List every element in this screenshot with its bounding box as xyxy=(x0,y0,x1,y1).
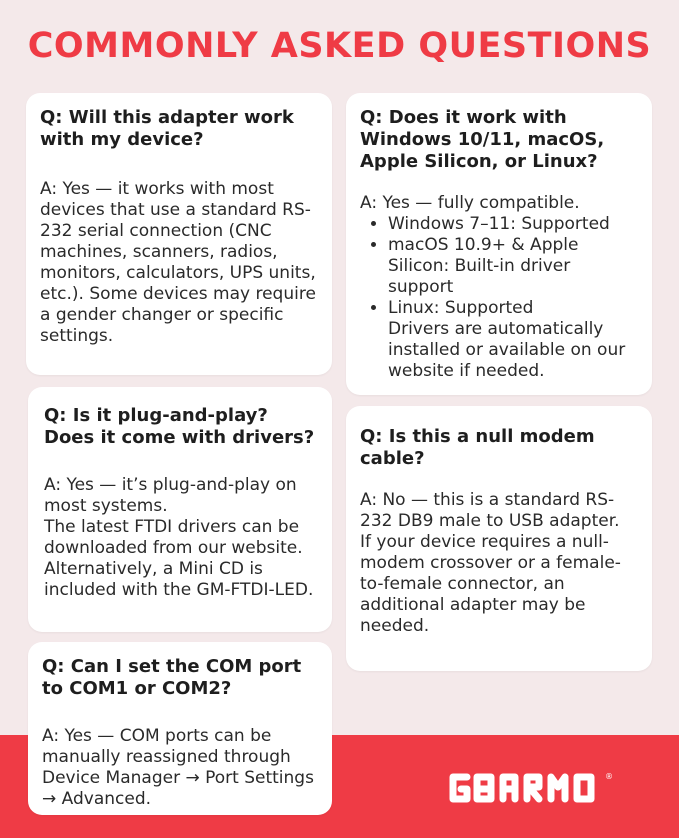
os-support-list xyxy=(360,214,638,319)
faq-card-com-port xyxy=(28,642,332,815)
gearmo-logo xyxy=(445,767,635,807)
faq-answer-note: Drivers are automatically installed or available on our website if needed. xyxy=(388,319,626,381)
faq-answer: A: Yes — COM ports can be manually reassigned through Device Manager → Port Settings → Advanced. xyxy=(42,726,314,809)
faq-answer-line: A: No — this is a standard RS-232 DB9 male to USB adapter. xyxy=(360,490,620,531)
faq-card-null-modem xyxy=(346,406,652,671)
faq-card-os-compatibility xyxy=(346,93,652,395)
registered-mark: ® xyxy=(605,772,613,781)
faq-answer xyxy=(360,490,638,637)
faq-answer-intro: A: Yes — fully compatible. xyxy=(360,193,580,213)
faq-question: Q: Will this adapter work with my device? xyxy=(40,107,294,150)
faq-answer-line: If your device requires a null-modem crossover or a female-to-female connector, an additional adapter may be needed. xyxy=(360,532,621,636)
faq-answer xyxy=(44,475,318,601)
faq-answer-line: The latest FTDI drivers can be downloaded from our website. Alternatively, a Mini CD is included with the GM-FTDI-LED. xyxy=(44,517,314,600)
list-item: • macOS 10.9+ & Apple Silicon: Built-in driver support xyxy=(388,235,638,298)
faq-answer-line: A: Yes — it’s plug-and-play on most systems. xyxy=(44,475,297,516)
list-item: • Linux: Supported xyxy=(388,298,638,319)
faq-question: Q: Does it work with Windows 10/11, macOS, Apple Silicon, or Linux? xyxy=(360,107,605,172)
page-title: COMMONLY ASKED QUESTIONS xyxy=(27,26,652,66)
faq-card-plug-and-play xyxy=(28,387,332,632)
faq-question: Q: Is this a null modem cable? xyxy=(360,426,595,469)
faq-card-device-compatibility xyxy=(26,93,332,375)
faq-question: Q: Is it plug-and-play? Does it come with drivers? xyxy=(44,405,315,448)
faq-answer: A: Yes — it works with most devices that use a standard RS-232 serial connection (CNC machines, scanners, radios, monitors, calculators, UPS units, etc.). Some devices may require a gender changer or specific settings. xyxy=(40,179,316,346)
faq-question: Q: Can I set the COM port to COM1 or COM2? xyxy=(42,656,302,699)
faq-answer xyxy=(360,193,638,382)
list-item: • Windows 7–11: Supported xyxy=(388,214,638,235)
